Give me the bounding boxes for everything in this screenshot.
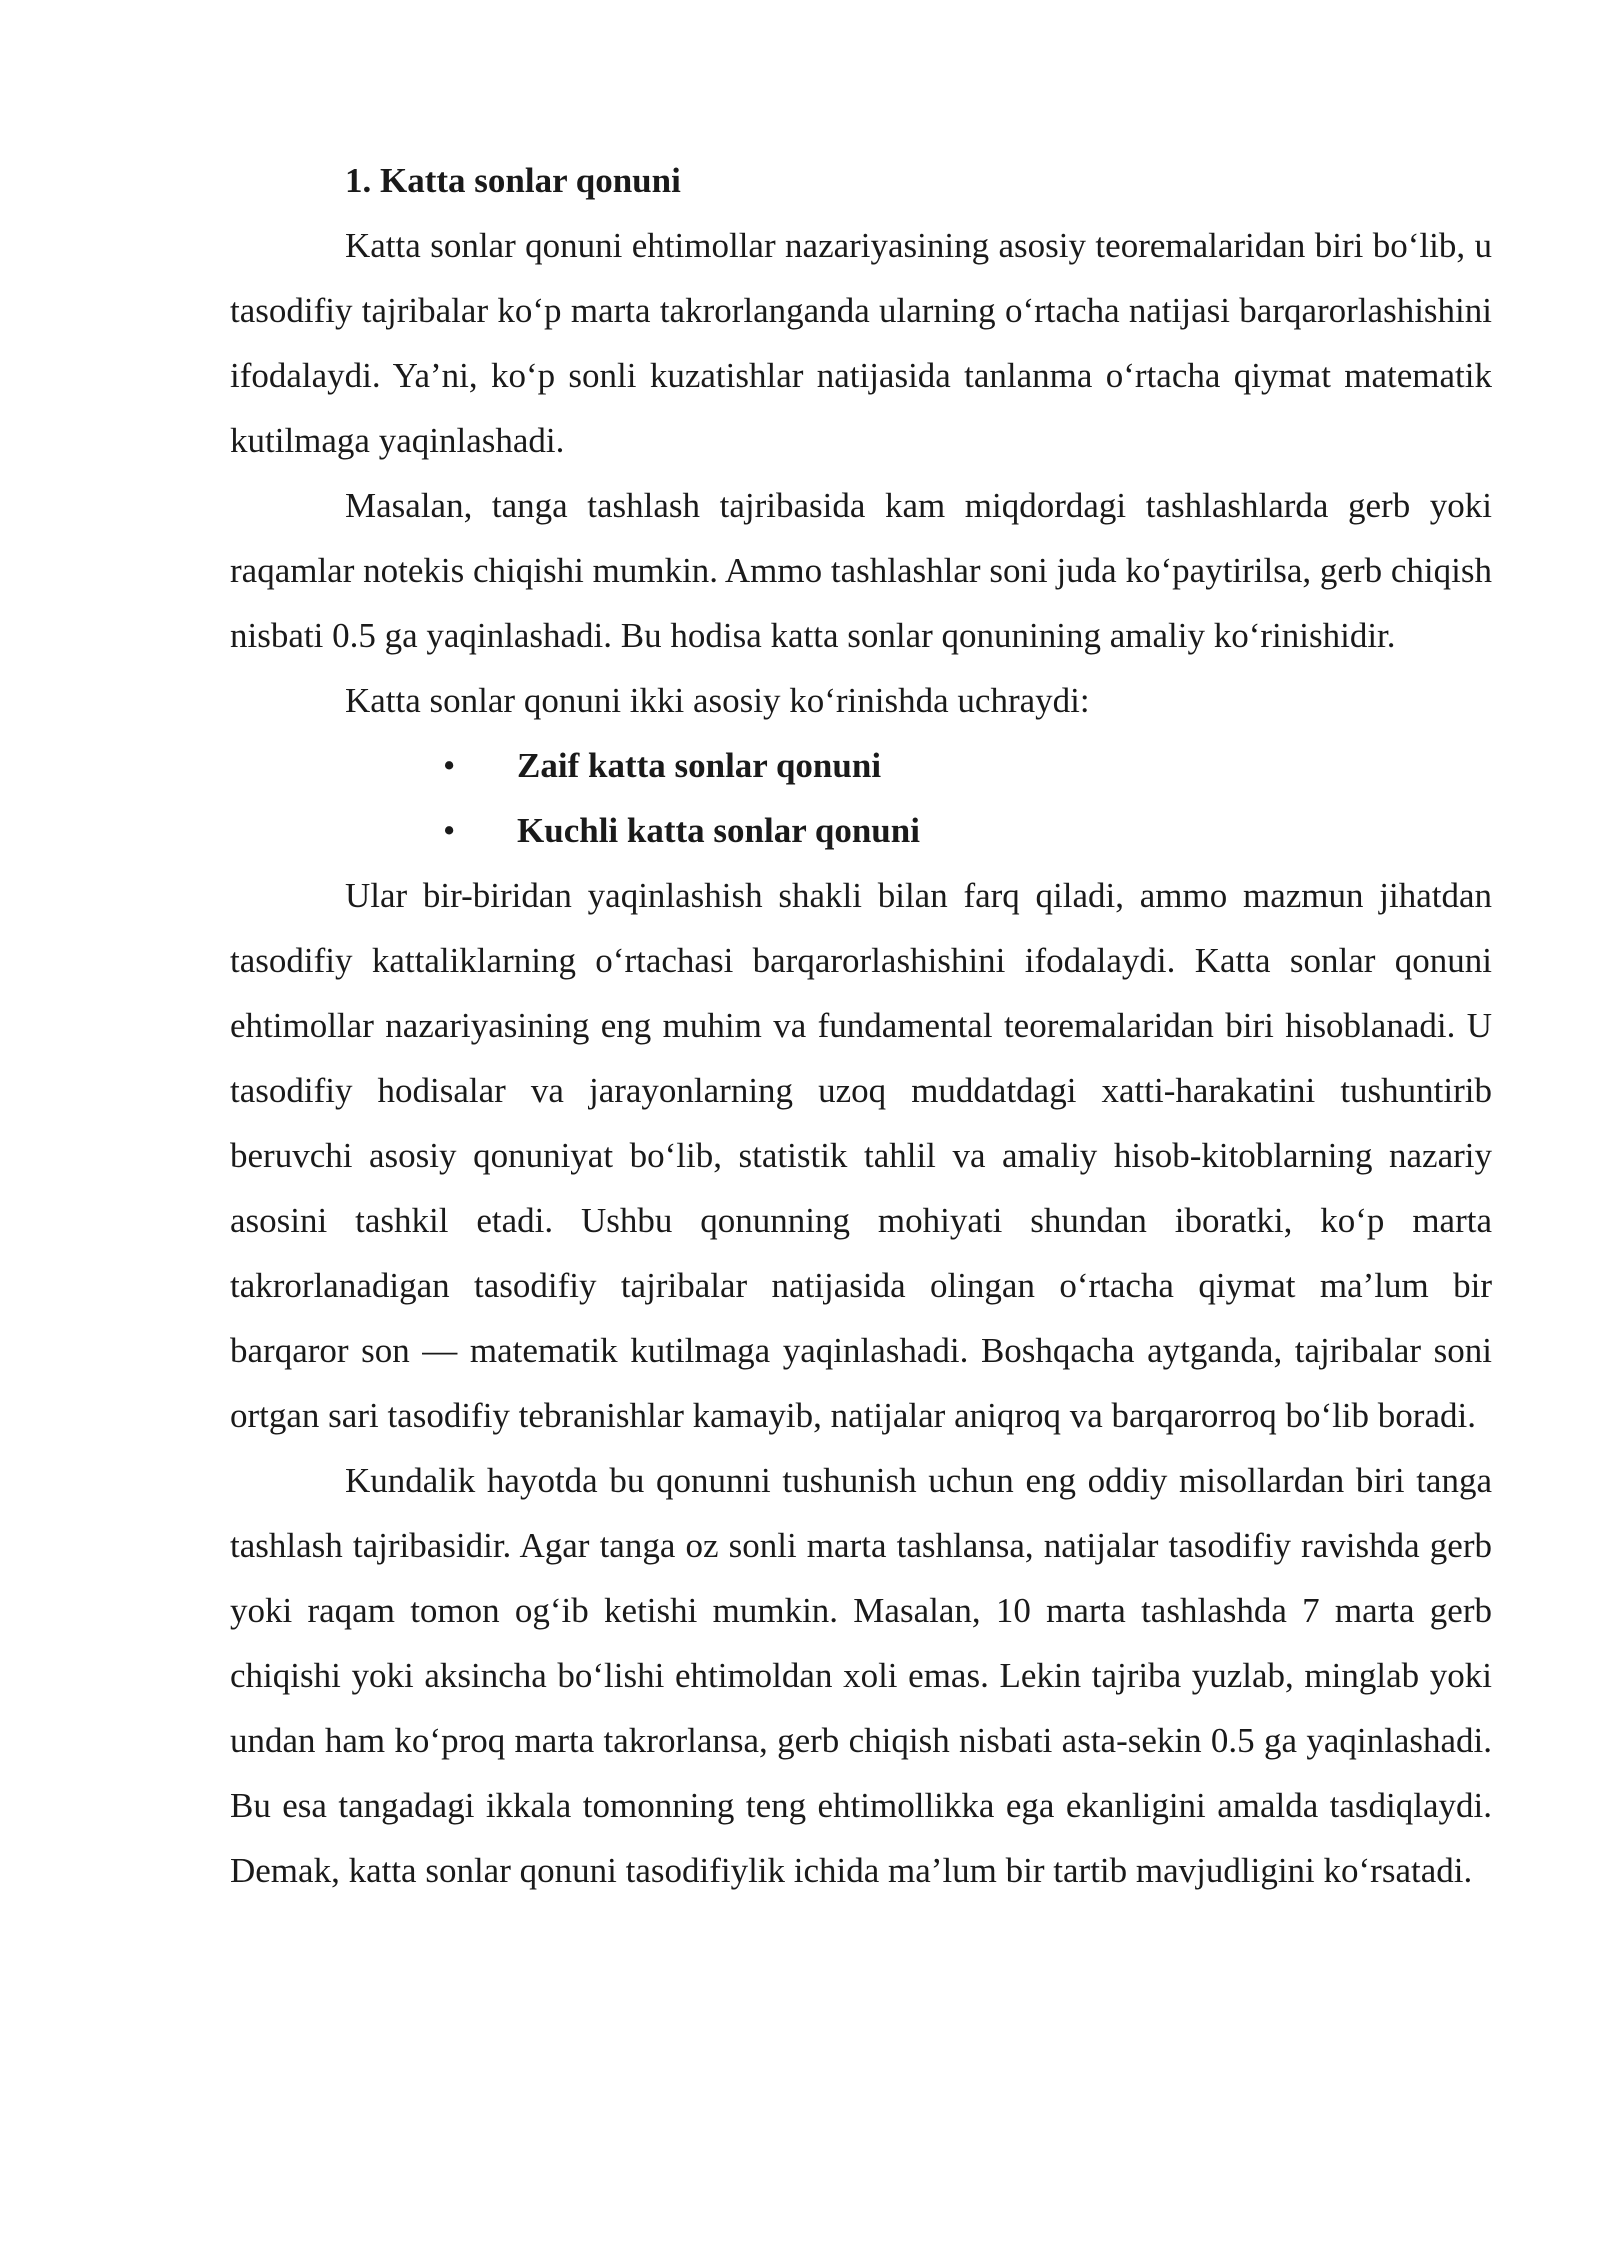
paragraph-forms-intro: Katta sonlar qonuni ikki asosiy ko‘rinishda uchraydi: xyxy=(345,681,1090,720)
paragraph-definition: Katta sonlar qonuni ehtimollar nazariyasining asosiy teoremalaridan biri bo‘lib, u tasodifiy tajribalar ko‘p marta takrorlanganda ularning o‘rtacha natijasi barqarorlashishini ifodalaydi. Ya’ni, ko‘p sonli kuzatishlar natijasida tanlanma o‘rtacha qiymat matematik kutilmaga yaqinlashadi. xyxy=(230,226,1492,460)
bullet-label: Kuchli katta sonlar qonuni xyxy=(517,811,920,850)
section-heading: 1. Katta sonlar qonuni xyxy=(345,161,681,200)
bullet-item-strong-law xyxy=(230,798,1492,863)
paragraph-explanation: Ular bir-biridan yaqinlashish shakli bilan farq qiladi, ammo mazmun jihatdan tasodifiy kattaliklarning o‘rtachasi barqarorlashishini ifodalaydi. Katta sonlar qonuni ehtimollar nazariyasining eng muhim va fundamental teoremalaridan biri hisoblanadi. U tasodifiy hodisalar va jarayonlarning uzoq muddatdagi xatti-harakatini tushuntirib beruvchi asosiy qonuniyat bo‘lib, statistik tahlil va amaliy hisob-kitoblarning nazariy asosini tashkil etadi. Ushbu qonunning mohiyati shundan iboratki, ko‘p marta takrorlanadigan tasodifiy tajribalar natijasida olingan o‘rtacha qiymat ma’lum bir barqaror son — matematik kutilmaga yaqinlashadi. Boshqacha aytganda, tajribalar soni ortgan sari tasodifiy tebranishlar kamayib, natijalar aniqroq va barqarorroq bo‘lib boradi. xyxy=(230,876,1492,1435)
forms-bullet-list xyxy=(230,733,1492,863)
paragraph-everyday-example: Kundalik hayotda bu qonunni tushunish uchun eng oddiy misollardan biri tanga tashlash tajribasidir. Agar tanga oz sonli marta tashlansa, natijalar tasodifiy ravishda gerb yoki raqam tomon og‘ib ketishi mumkin. Masalan, 10 marta tashlashda 7 marta gerb chiqishi yoki aksincha bo‘lishi ehtimoldan xoli emas. Lekin tajriba yuzlab, minglab yoki undan ham ko‘proq marta takrorlansa, gerb chiqish nisbati asta-sekin 0.5 ga yaqinlashadi. Bu esa tangadagi ikkala tomonning teng ehtimollikka ega ekanligini amalda tasdiqlaydi. Demak, katta sonlar qonuni tasodifiylik ichida ma’lum bir tartib mavjudligini ko‘rsatadi. xyxy=(230,1461,1492,1890)
bullet-label: Zaif katta sonlar qonuni xyxy=(517,746,882,785)
bullet-icon: • xyxy=(443,811,456,850)
bullet-item-weak-law xyxy=(230,733,1492,798)
paragraph-coin-example: Masalan, tanga tashlash tajribasida kam miqdordagi tashlashlarda gerb yoki raqamlar notekis chiqishi mumkin. Ammo tashlashlar soni juda ko‘paytirilsa, gerb chiqish nisbati 0.5 ga yaqinlashadi. Bu hodisa katta sonlar qonunining amaliy ko‘rinishidir. xyxy=(230,486,1492,655)
bullet-icon: • xyxy=(443,746,456,785)
